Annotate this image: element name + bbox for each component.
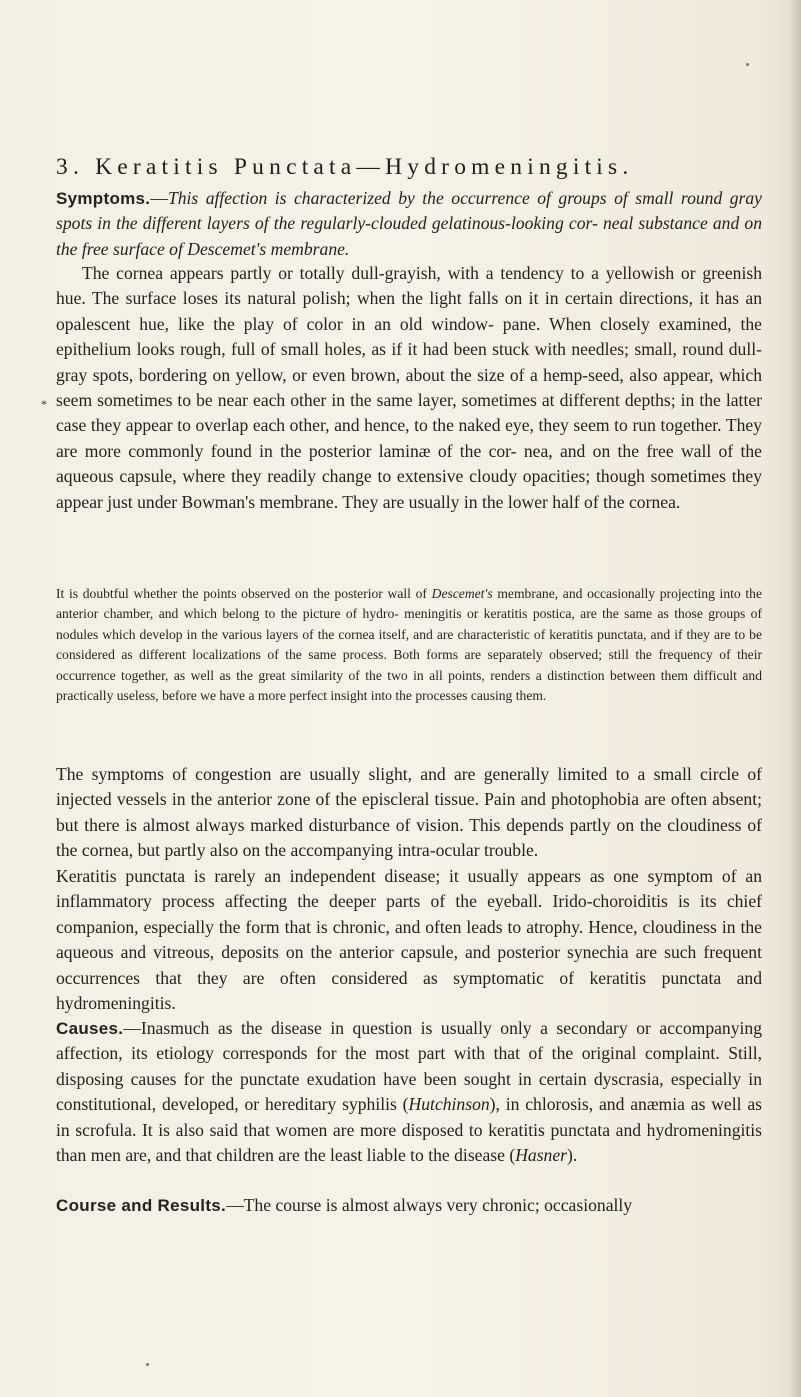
symptoms-sidehead: Symptoms. (56, 189, 151, 208)
causes-citation-hasner: Hasner (515, 1145, 568, 1166)
course-paragraph (56, 1193, 762, 1218)
symptoms-paragraph (56, 186, 762, 262)
section-heading: 3. Keratitis Punctata—Hydromeningitis. (56, 154, 634, 180)
causes-text-2: ), in chlorosis, and anæmia as well as in scrofula. It is also said that women are more disposed to keratitis punctata and hydromeningitis than men are, and that children are the least liable to the disease ( (56, 1094, 762, 1166)
congestion-paragraph: The symptoms of congestion are usually slight, and are generally limited to a small circle of injected vessels in the anterior zone of the episcleral tissue. Pain and photophobia are often absent; but there is almost always marked disturbance of vision. This depends partly on the cloudiness of the cornea, but partly also on the accompanying intra-ocular trouble. (56, 764, 762, 861)
companion-disease-paragraph: Keratitis punctata is rarely an independent disease; it usually appears as one symptom of an inflammatory process affecting the deeper parts of the eyeball. Irido-choroiditis is its chief companion, especially the form that is chronic, and often leads to atrophy. Hence, cloudiness in the aqueous and vitreous, deposits on the anterior capsule, and posterior synechia are such frequent occurrences that they are often considered as symptomatic of keratitis punctata and hydromeningitis. (56, 866, 762, 1014)
note-italic-descemet: Descemet's (431, 586, 493, 601)
page-edge-shadow (789, 0, 801, 1397)
symptoms-definition: This affection is characterized by the occurrence of groups of small round gray spots in the different layers of the regularly-clouded gelatinous-looking cor- neal substance and on the free surface of Descemet's membrane. (56, 188, 762, 259)
causes-sidehead: Causes. (56, 1019, 124, 1038)
paper-speck (146, 1363, 149, 1366)
course-text: —The course is almost always very chronic; occasionally (226, 1195, 633, 1215)
note-text-end: membrane, and occasionally projecting into the anterior chamber, and which belong to the picture of hydro- meningitis or keratitis postica, are the same as those groups of nodules which develop in the various layers of the cornea itself, and are characteristic of keratitis punctata, and if they are to be considered as different localizations of the same process. Both forms are separately observed; still the frequency of their occurrence together, as well as the great similarity of the two in all points, renders a distinction between them difficult and practically useless, before we have a more perfect insight into the processes causing them. (56, 586, 762, 704)
course-sidehead: Course and Results. (56, 1196, 227, 1215)
cornea-description-paragraph: The cornea appears partly or totally dull-grayish, with a tendency to a yellowish or greenish hue. The surface loses its natural polish; when the light falls on it in certain directions, it has an opalescent hue, like the play of color in an old window- pane. When closely examined, the epithelium looks rough, full of small holes, as if it had been stuck with needles; small, round dull-gray spots, bordering on yellow, or even brown, about the size of a hemp-seed, also appear, which seem sometimes to be near each other in the same layer, sometimes at different depths; in the latter case they appear to overlap each other, and hence, to the naked eye, they seem to run together. They are more commonly found in the posterior laminæ of the cor- nea, and on the free wall of the aqueous capsule, where they readily change to extensive cloudy opacities; though sometimes they appear just under Bowman's membrane. They are usually in the lower half of the cornea. (56, 263, 762, 512)
causes-citation-hutchinson: Hutchinson (408, 1094, 490, 1115)
causes-text-3: ). (567, 1145, 578, 1166)
margin-asterisk: * (41, 397, 47, 411)
causes-text-1: —Inasmuch as the disease in question is usually only a secondary or accompanying affection, its etiology corresponds for the most part with that of the original complaint. Still, disposing causes for the punctate exudation have been sought in certain dyscrasia, especially in constitutional, developed, or hereditary syphilis ( (56, 1018, 762, 1115)
small-print-note (56, 584, 762, 706)
paper-speck (746, 63, 749, 66)
symptoms-dash: — (150, 188, 168, 208)
note-text-start: It is doubtful whether the points observed on the posterior wall of (56, 586, 432, 601)
causes-paragraph (56, 1016, 762, 1168)
